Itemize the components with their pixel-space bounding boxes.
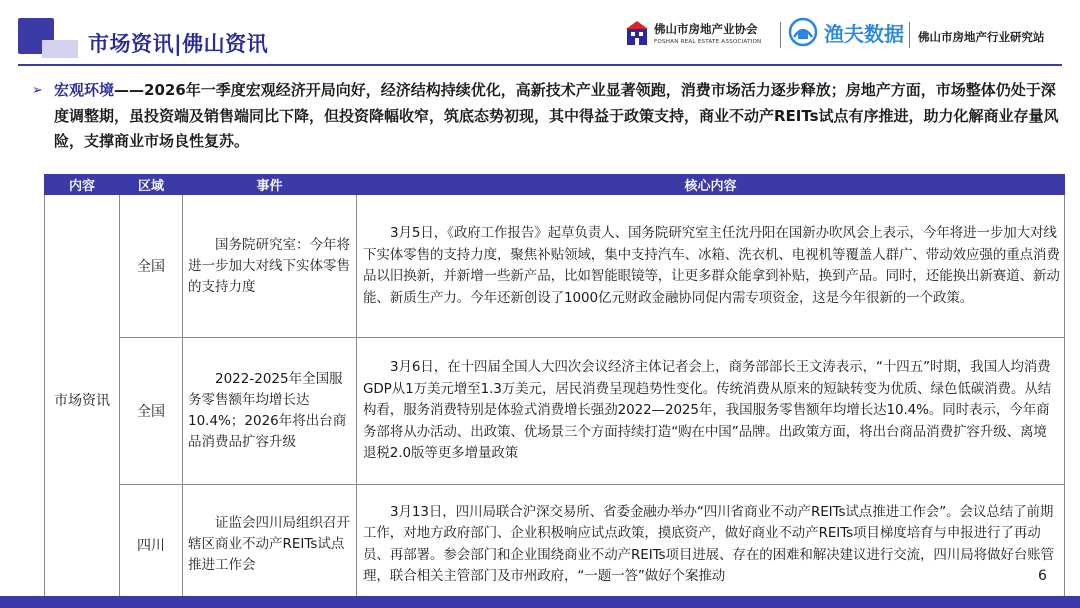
page-number: 6: [1038, 568, 1047, 584]
association-logo-icon: [626, 20, 648, 46]
core-content-cell: 3月6日，在十四届全国人大四次会议经济主体记者会上，商务部部长王文涛表示，“十四五”时期，我国人均消费GDP从1万美元增至1.3万美元，居民消费呈现趋势性变化。传统消费从原来的短缺转变为优质、绿色低碳消费。从结构看，服务消费特别是体验式消费增长强劲2022—2025年，我国服务零售额年均增长达10.4%。同时表示，今年商务部将从办活动、出政策、优场景三个方面持续打造“购在中国”品牌。出政策方面，将出台商品消费扩容升级、离境退税2.0版等更多增量政策: [357, 338, 1065, 485]
column-header: 内容: [45, 175, 120, 195]
region-cell: 全国: [120, 195, 183, 338]
brand-name: 渔夫数据: [824, 21, 904, 46]
yufu-logo-icon: [786, 17, 820, 47]
arrow-bullet-icon: ➢: [32, 83, 43, 98]
intro-text: ——2026年一季度宏观经济开局向好，经济结构持续优化，高新技术产业显著领跑，消费市场活力逐步释放；房地产方面，市场整体仍处于深度调整期，虽投资端及销售端同比下降，但投资降幅收窄，筑底态势初现，其中得益于政策支持，商业不动产REITs试点有序推进，助力化解商业存量风险，支撑商业市场良性复苏。: [54, 81, 1059, 150]
association-logo: [626, 20, 761, 46]
column-header: 核心内容: [357, 175, 1065, 195]
intro-keyword: 宏观环境: [54, 81, 115, 99]
table-header-row: [45, 175, 1065, 195]
institute-name: 佛山市房地产行业研究站: [918, 30, 1045, 44]
content-category-cell: 市场资讯: [45, 195, 120, 605]
event-cell: 国务院研究室：今年将进一步加大对线下实体零售的支持力度: [183, 195, 357, 338]
event-cell: 2022-2025年全国服务零售额年均增长达10.4%；2026年将出台商品消费品扩容升级: [183, 338, 357, 485]
region-cell: 全国: [120, 338, 183, 485]
footer-bar: [0, 596, 1080, 608]
logo-divider: [780, 22, 781, 48]
logo-divider: [909, 22, 910, 48]
column-header: 区域: [120, 175, 183, 195]
table-row: [45, 485, 1065, 605]
table-row: [45, 338, 1065, 485]
association-name-en: FOSHAN REAL ESTATE ASSOCIATION: [654, 39, 762, 45]
column-header: 事件: [183, 175, 357, 195]
header-divider: [18, 64, 1062, 66]
yufu-logo: [786, 17, 904, 47]
core-content-cell: 3月5日，《政府工作报告》起草负责人、国务院研究室主任沈丹阳在国新办吹风会上表示，今年将进一步加大对线下实体零售的支持力度，聚焦补贴领域，集中支持汽车、冰箱、洗衣机、电视机等覆盖人群广、带动效应强的重点消费品以旧换新，并新增一些新产品，比如智能眼镜等，让更多群众能拿到补贴，换到产品。同时，还能换出新赛道、新动能、新质生产力。今年还新创设了1000亿元财政金融协同促内需专项资金，这是今年很新的一个政策。: [357, 195, 1065, 338]
intro-paragraph: [32, 78, 1062, 155]
page-title: 市场资讯|佛山资讯: [88, 32, 269, 56]
region-cell: 四川: [120, 485, 183, 605]
association-name: 佛山市房地产业协会: [654, 22, 758, 36]
news-table: [44, 174, 1065, 605]
event-cell: 证监会四川局组织召开辖区商业不动产REITs试点推进工作会: [183, 485, 357, 605]
header-decor-square-light: [42, 40, 78, 58]
core-content-cell: 3月13日，四川局联合沪深交易所、省委金融办举办“四川省商业不动产REITs试点推进工作会”。会议总结了前期工作，对地方政府部门、企业积极响应试点政策，摸底资产，做好商业不动产REITs项目梯度培育与申报进行了再动员、再部署。参会部门和企业围绕商业不动产REITs项目进展、存在的困难和解决建议进行交流，四川局将做好台账管理，联合相关主管部门及市州政府，“一题一答”做好个案推动: [357, 485, 1065, 605]
table-row: [45, 195, 1065, 338]
